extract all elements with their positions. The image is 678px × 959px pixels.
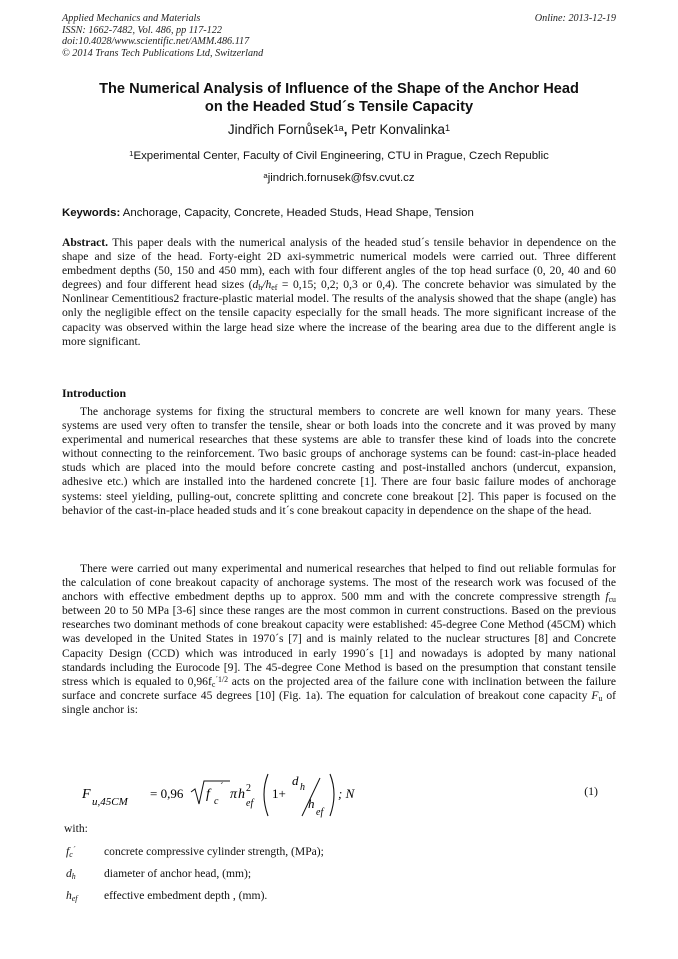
journal-name: Applied Mechanics and Materials [62, 13, 201, 24]
symbol-sub: ef [71, 893, 78, 903]
equation-number: (1) [584, 784, 598, 798]
eq-frac-den-sub: ef [316, 807, 324, 818]
abstract-text: This paper deals with the numerical analysis of the headed stud´s tensile behavior in dependence on the shape and size of the head. Forty-eight 2D axi-symmetric numerical models were carried out. Three different embedment depths (50, 150 and 450 mm), each with four different angles of the top head surface (0, 20, 40 and 60 degrees) and four different head sizes ( [62, 236, 616, 292]
symbol-f: f [605, 590, 609, 604]
symbol-sub: cu [608, 595, 616, 605]
para-text: of single anchor is: [62, 688, 616, 716]
paragraph: The anchorage systems for fixing the structural members to concrete are well known for many years. These systems are used very often to transfer the tensile, shear or both loads into the concrete and it was proved by many experimental and numerical researches that these systems are able to transfer these kind of loads into the concrete without connecting to the reinforcement. Two basic groups of anchorage systems can be found: cast-in-place headed studs which are placed into the mould before concrete casting and post-installed anchors (undercut, expansion, adhesive etc.) which are installed into the hardened concrete [1]. There are four basic failure modes of anchorage systems: steel yielding, pulling-out, concrete splitting and concrete cone breakout [2]. This paper is focused on the behavior of the cast-in-place headed studs and it´s cone breakout capacity in dependence on the shape of the head. [62, 405, 616, 517]
online-date: Online: 2013-12-19 [534, 13, 616, 24]
equation-graphic [80, 768, 400, 822]
eq-h-sub: ef [246, 798, 254, 809]
author-affil-mark: 1a [333, 122, 344, 133]
doi: doi:10.4028/www.scientific.net/AMM.486.117 [62, 36, 250, 48]
email-address: jindrich.fornusek@fsv.cvut.cz [267, 172, 415, 184]
symbol-letter: h [66, 889, 72, 902]
abstract [62, 236, 616, 349]
symbol-letter: f [66, 845, 70, 858]
keywords [62, 206, 616, 220]
sqrt-sign [191, 781, 230, 804]
eq-F-sub: u,45CM [92, 796, 128, 808]
definition-list [64, 845, 604, 911]
eq-fc-prime: ´ [220, 781, 224, 793]
affil-text: Experimental Center, Faculty of Civil Engineering, CTU in Prague, Czech Republic [133, 150, 549, 162]
definition-symbol [66, 889, 102, 902]
eq-frac-num: d [292, 773, 299, 788]
section-heading-introduction: Introduction [62, 386, 127, 400]
ratio-slash: / [262, 278, 266, 292]
eq-frac-num-sub: h [300, 782, 305, 793]
definition-row [64, 889, 604, 911]
eq-unit: ; N [338, 786, 355, 801]
equation-1 [62, 768, 616, 820]
definition-text: diameter of anchor head, (mm); [104, 867, 252, 880]
definition-symbol [66, 845, 102, 858]
definition-text: concrete compressive cylinder strength, (MPa); [104, 845, 324, 858]
eq-coef: = 0,96 [150, 786, 184, 801]
ratio-h-sub: ef [271, 283, 278, 293]
title-line-1: The Numerical Analysis of Influence of the Shape of the Anchor Head [99, 81, 579, 97]
left-paren [264, 774, 268, 816]
ratio-h: h [265, 278, 272, 292]
copyright: © 2014 Trans Tech Publications Ltd, Switzerland [62, 47, 264, 59]
author-name: Jindřich Fornůsek [227, 122, 334, 137]
author-list [62, 122, 616, 138]
ratio-d: d [252, 278, 259, 292]
right-paren [330, 774, 334, 816]
with-label: with: [64, 822, 88, 835]
eq-h: h [238, 787, 245, 802]
eq-one-plus: 1+ [272, 786, 286, 801]
affil-mark: 1 [129, 149, 134, 159]
ratio-d-sub: h [258, 283, 263, 293]
running-header [62, 13, 616, 59]
author-email [62, 171, 616, 185]
email-mark: a [263, 171, 268, 181]
eq-fc-sub: c [214, 796, 219, 807]
symbol-sup: ´1/2 [215, 675, 229, 684]
definition-symbol [66, 867, 102, 880]
symbol-F: F [591, 688, 599, 702]
abstract-text: = 0,15; 0,2; 0,3 or 0,4). The concrete behavior was simulated by the Nonlinear Cementitious2 fracture-plastic material model. The results of the analysis showed that the shape (angle) has only the negligible effect on the tensile capacity especially for the small heads. The more significant increase of the capacity was observed within the large head size where the increase of the bearing area due to the different angle is more significant. [62, 278, 616, 348]
keywords-text: Anchorage, Capacity, Concrete, Headed Studs, Head Shape, Tension [120, 207, 474, 219]
eq-fc: f [206, 787, 210, 802]
symbol-sub: u [598, 693, 603, 703]
paragraph [62, 562, 616, 717]
para-text: between 20 to 50 MPa [3-6] since these ranges are the most common in current constructions. Based on the previous researches two dominant methods of cone breakout capacity were established: 45-degree Cone Method (45CM) which was developed in the United States in 1970´s [7] and is mainly related to the nuclear structures [8] and Concrete Capacity Design (CCD) which was introduced in early 1990´s [1] and nowadays is adopted by many national standards including the Eurocode [9]. The 45-degree Cone Method is based on the presumption that constant tensile stress which is equaled to 0,96f [62, 604, 616, 688]
eq-F: F [82, 787, 91, 802]
definition-row [64, 867, 604, 889]
symbol-sup: ´ [72, 845, 76, 855]
symbol-sub: c [69, 849, 73, 859]
definition-text: effective embedment depth , (mm). [104, 889, 268, 902]
issn: ISSN: 1662-7482, Vol. 486, pp 117-122 [62, 24, 222, 36]
eq-frac-den: h [308, 796, 315, 811]
eq-pi: π [230, 787, 238, 802]
author-separator: , [343, 122, 352, 137]
abstract-label: Abstract. [62, 236, 109, 249]
keywords-label: Keywords: [62, 207, 121, 219]
affiliation [62, 149, 616, 163]
paper-title [62, 80, 616, 116]
symbol-sub: h [71, 871, 76, 881]
para-text: acts on the projected area of the failure cone with inclination between the failure surface and concrete surface 45 degrees [10] (Fig. 1a). The equation for calculation of breakout cone capacity [62, 674, 616, 702]
author-affil-mark: 1 [445, 122, 451, 133]
title-line-2: on the Headed Stud´s Tensile Capacity [204, 99, 474, 115]
symbol-sub: c [211, 679, 216, 689]
symbol-letter: d [66, 867, 72, 880]
eq-h-sup: 2 [246, 783, 251, 794]
para-text: There were carried out many experimental and numerical researches that helped to find out reliable formulas for the calculation of cone breakout capacity of anchorage systems. The most of the research work was focused of the anchors with effective embedment depths up to approx. 500 mm and with the concrete compressive strength [62, 562, 616, 604]
author-name: Petr Konvalinka [351, 122, 445, 137]
definition-row [64, 845, 604, 867]
